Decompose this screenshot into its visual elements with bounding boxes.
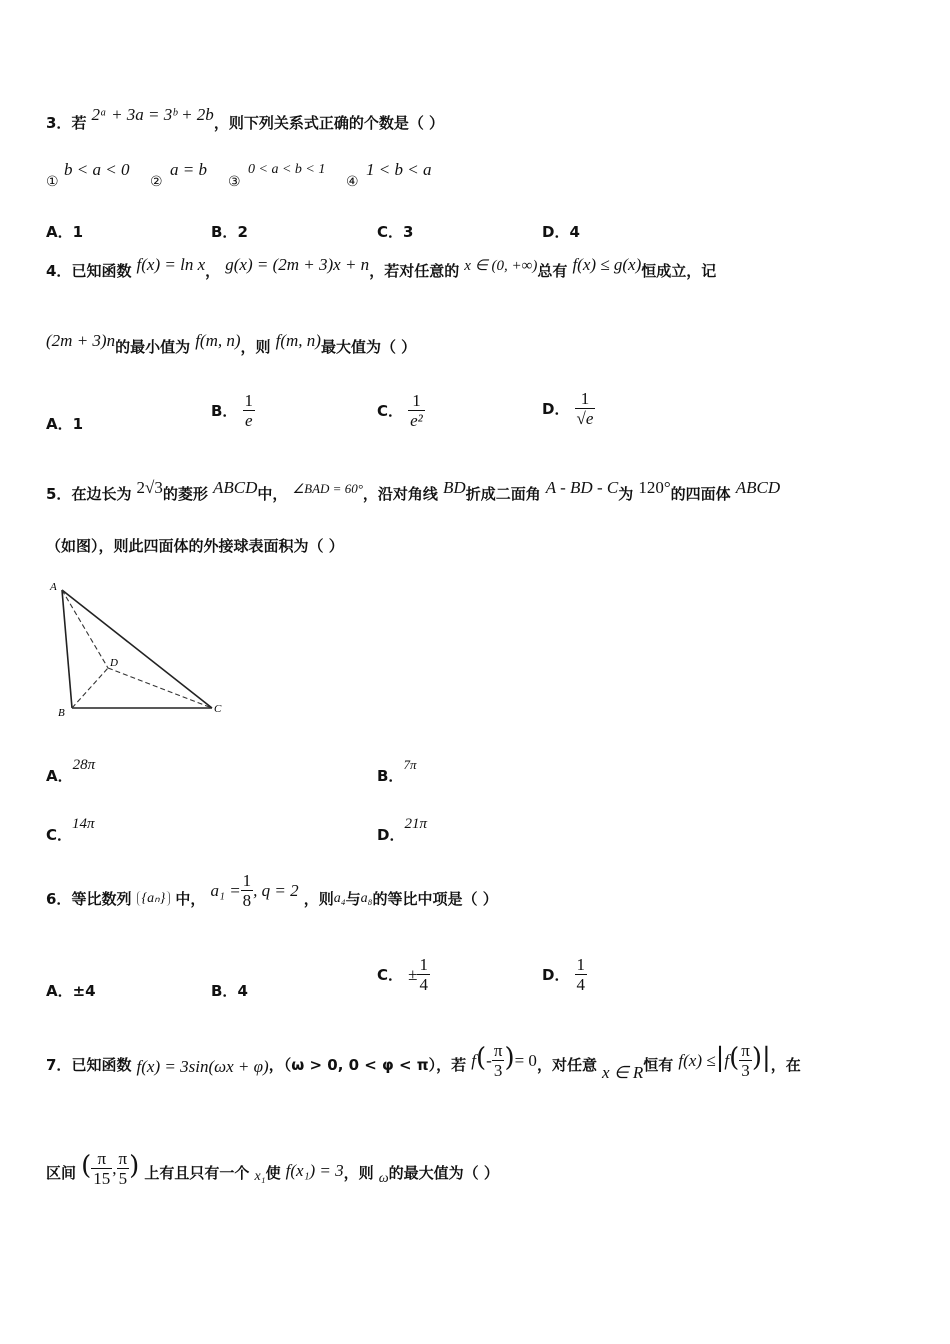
question-7-stem-line1: 7．已知函数 f(x) = 3sin(ωx + φ)，（ω > 0, 0 < φ < π），若 f(- $\frac{\pi}{3}$ )= 0，对任意 x ∈ R恒有 f(x) ≤|f( $\frac{\pi}{3}$ )|，在 — [46, 1041, 801, 1082]
edge-bd — [72, 668, 108, 708]
option-a[interactable]: A．1 — [46, 223, 84, 241]
tetrahedron-figure — [44, 578, 234, 720]
edge-ad — [62, 590, 108, 668]
equation: 2ᵃ + 3a = 3ᵇ + 2b — [91, 105, 214, 124]
question-6-stem: 6．等比数列 {aₙ} 中， a₁ = $\frac{1}{8}$ , q = 2 ，则a₄与a₈的等比中项是（ ） — [46, 871, 498, 910]
question-3-stem: 3．若 2ᵃ + 3a = 3ᵇ + 2b，则下列关系式正确的个数是（ ） — [46, 105, 445, 132]
question-number: 7． — [46, 1056, 72, 1074]
option-d[interactable]: D．4 — [542, 223, 580, 241]
vertex-label-c: C — [214, 703, 222, 715]
question-number: 4． — [46, 262, 72, 280]
question-4-stem-line1: 4．已知函数 f(x) = ln x， g(x) = (2m + 3)x + n，若对任意的 x ∈ (0, +∞)总有 f(x) ≤ g(x)恒成立，记 — [46, 255, 717, 280]
option-b[interactable]: B．7π — [377, 757, 417, 785]
option-c[interactable]: C．14π — [46, 816, 95, 844]
question-5-stem-line1: 5．在边长为 2√3的菱形 ABCD中， $^{\angle BAD = 60^\circ}$，沿对角线 BD折成二面角 A - BD - C为 120°的四面体 ABCD — [46, 478, 781, 503]
option-d[interactable]: D．21π — [377, 816, 427, 844]
option-c[interactable]: C． $\frac{1}{\text{e²}}$ — [377, 391, 423, 430]
question-number: 5． — [46, 485, 72, 503]
edge-ac — [62, 590, 212, 708]
edge-dc — [108, 668, 212, 708]
option-b[interactable]: B．2 — [211, 223, 248, 241]
edge-ab — [62, 590, 72, 708]
vertex-label-d: D — [110, 657, 118, 669]
vertex-label-a: A — [50, 581, 57, 593]
question-number: 6． — [46, 890, 72, 908]
option-c[interactable]: C．3 — [377, 223, 414, 241]
option-b[interactable]: B．4 — [211, 982, 248, 1000]
question-4-stem-line2: (2m + 3)n的最小值为 f(m, n)，则 f(m, n)最大值为（ ） — [46, 331, 417, 356]
option-b[interactable]: B． $\frac{1}{e}$ — [211, 391, 254, 430]
question-5-stem-line2: （如图），则此四面体的外接球表面积为（ ） — [46, 537, 344, 555]
option-a[interactable]: A．1 — [46, 415, 84, 433]
option-c[interactable]: C． ± $\frac{1}{4}$ — [377, 955, 428, 994]
question-7-stem-line2: 区间 ( $\frac{\pi}{15}$ , $\frac{\pi}{5}$ ) 上有且只有一个 x₁使 f(x₁) = 3，则 ω的最大值为（ ） — [46, 1149, 499, 1188]
option-a[interactable]: A．28π — [46, 757, 96, 785]
option-a[interactable]: A．±4 — [46, 982, 96, 1000]
question-number: 3． — [46, 114, 72, 132]
option-d[interactable]: D． $\frac{1}{4}$ — [542, 955, 586, 994]
option-d[interactable]: D． $\frac{1}{√e}$ — [542, 389, 594, 428]
vertex-label-b: B — [58, 707, 65, 719]
